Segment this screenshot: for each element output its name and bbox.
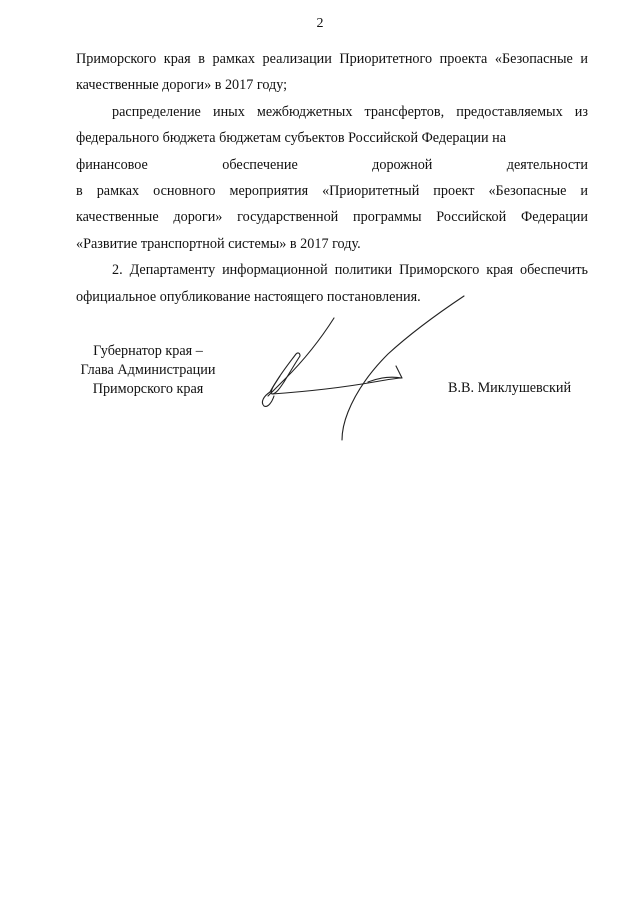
text-line: качественные дороги» в 2017 году; bbox=[76, 77, 288, 94]
signer-title bbox=[56, 342, 240, 399]
text-line: распределение иных межбюджетных трансфертов, предоставляемых из bbox=[112, 103, 588, 120]
signer-title-line: Приморского края bbox=[92, 381, 204, 397]
page-number: 2 bbox=[316, 16, 324, 31]
handwritten-signature bbox=[250, 292, 480, 442]
signer-title-line: Губернатор края – bbox=[93, 343, 203, 359]
text-line: в рамках основного мероприятия «Приоритетный проект «Безопасные bbox=[76, 183, 567, 200]
text-line: Приморского края в рамках реализации Приоритетного проекта «Безопасные и bbox=[76, 51, 588, 67]
text-line: обеспечить официальное опубликование настоящего постановления. bbox=[76, 262, 589, 305]
text-line: 2. Департаменту информационной политики Приморского края bbox=[112, 262, 514, 279]
signer-name: В.В. Миклушевский bbox=[448, 380, 572, 396]
text-line: федерального бюджета бюджетам субъектов Российской Федерации на bbox=[76, 130, 507, 147]
text-line: финансовое обеспечение дорожной деятельности bbox=[76, 156, 588, 173]
text-line: «Развитие транспортной системы» в 2017 году. bbox=[76, 235, 361, 252]
text-line: и качественные дороги» государственной программы Российской Федерации bbox=[76, 183, 588, 226]
signer-title-line: Глава Администрации bbox=[80, 362, 216, 378]
